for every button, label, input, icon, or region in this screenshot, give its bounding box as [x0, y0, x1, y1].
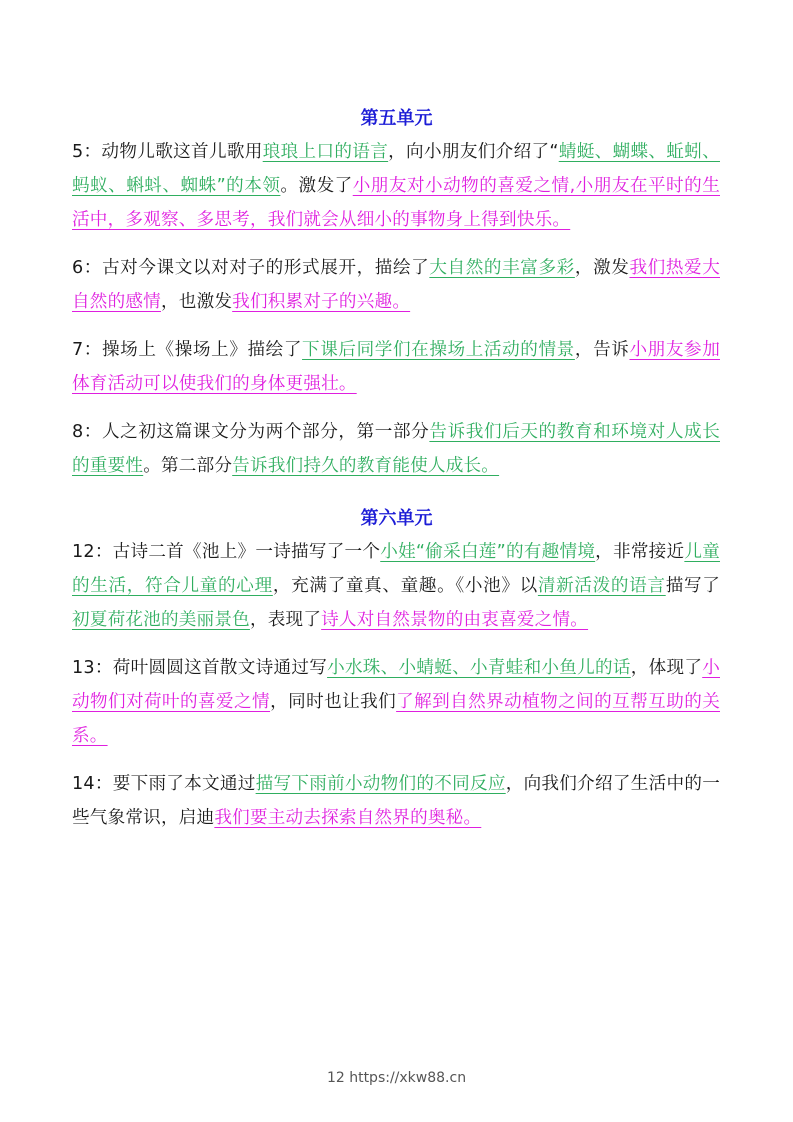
body-text: 。激发了	[280, 176, 353, 196]
green-underlined-answer: 下课后同学们在操场上活动的情景	[302, 340, 575, 360]
body-text: 7：操场上《操场上》描绘了	[72, 340, 303, 360]
body-text: 12：古诗二首《池上》一诗描写了一个	[72, 542, 381, 562]
unit5-heading: 第五单元	[360, 108, 433, 129]
paragraph	[72, 415, 720, 483]
paragraph	[72, 767, 720, 835]
magenta-underlined-answer: 小朋友参加体育活动可以使我们的身体更强壮。	[72, 340, 720, 394]
magenta-underlined-answer: 小动物们对荷叶的喜爱之情	[72, 658, 720, 712]
green-underlined-answer: 初夏荷花池的美丽景色	[72, 610, 250, 630]
unit5-section	[72, 135, 720, 497]
green-underlined-answer: 蜻蜓、蝴蝶、蚯蚓、蚂蚁、蝌蚪、蜘蛛”的本领	[72, 142, 720, 196]
paragraph	[72, 251, 720, 319]
magenta-underlined-answer: 小朋友对小动物的喜爱之情,小朋友在平时的生活中，多观察、多思考，我们就会从细小的事物身上得到快乐。	[72, 176, 720, 230]
paragraph	[72, 333, 720, 401]
page-footer: 12 https://xkw88.cn	[326, 1070, 467, 1086]
unit6-section	[72, 535, 720, 849]
body-text: ，非常接近	[595, 542, 685, 562]
green-underlined-answer: 清新活泼的语言	[537, 576, 666, 596]
green-underlined-answer: 儿童的生活，符合儿童的心理	[72, 542, 720, 596]
green-underlined-answer: 小娃“偷采白莲”的有趣情境	[380, 542, 596, 562]
green-underlined-answer: 描写下雨前小动物们的不同反应	[255, 774, 506, 794]
magenta-underlined-answer: 了解到自然界动植物之间的互帮互助的关系。	[72, 692, 720, 746]
body-text: 8：人之初这篇课文分为两个部分，第一部分	[72, 422, 430, 442]
paragraph	[72, 135, 720, 237]
body-text: ，表现了	[249, 610, 322, 630]
green-underlined-answer: 小水珠、小蜻蜓、小青蛙和小鱼儿的话	[327, 658, 631, 678]
body-text: 描写了	[665, 576, 721, 596]
body-text: ，同时也让我们	[270, 692, 397, 712]
body-text: ，激发	[574, 258, 630, 278]
body-text: 6：古对今课文以对对子的形式展开，描绘了	[72, 258, 430, 278]
magenta-underlined-answer: 诗人对自然景物的由衷喜爱之情。	[321, 610, 589, 630]
body-text: ，向我们介绍了生活中的一些气象常识，启迪	[72, 774, 720, 828]
body-text: 5：动物儿歌这首儿歌用	[72, 142, 263, 162]
paragraph	[72, 535, 720, 637]
body-text: ，也激发	[160, 292, 233, 312]
body-text: ，充满了童真、童趣。《小池》以	[272, 576, 538, 596]
green-underlined-answer: 琅琅上口的语言	[262, 142, 389, 162]
unit6-heading: 第六单元	[360, 508, 433, 529]
body-text: ，向小朋友们介绍了“	[388, 142, 559, 162]
body-text: ，告诉	[574, 340, 630, 360]
green-underlined-answer: 告诉我们持久的教育能使人成长。	[232, 456, 500, 476]
magenta-underlined-answer: 我们热爱大自然的感情	[72, 258, 720, 312]
magenta-underlined-answer: 我们要主动去探索自然界的奥秘。	[214, 808, 482, 828]
body-text: 14：要下雨了本文通过	[72, 774, 256, 794]
green-underlined-answer: 告诉我们后天的教育和环境对人成长的重要性	[72, 422, 720, 476]
body-text: 。第二部分	[143, 456, 233, 476]
paragraph	[72, 651, 720, 753]
body-text: ，体现了	[630, 658, 703, 678]
green-underlined-answer: 大自然的丰富多彩	[429, 258, 575, 278]
magenta-underlined-answer: 我们积累对子的兴趣。	[232, 292, 411, 312]
body-text: 13：荷叶圆圆这首散文诗通过写	[72, 658, 328, 678]
